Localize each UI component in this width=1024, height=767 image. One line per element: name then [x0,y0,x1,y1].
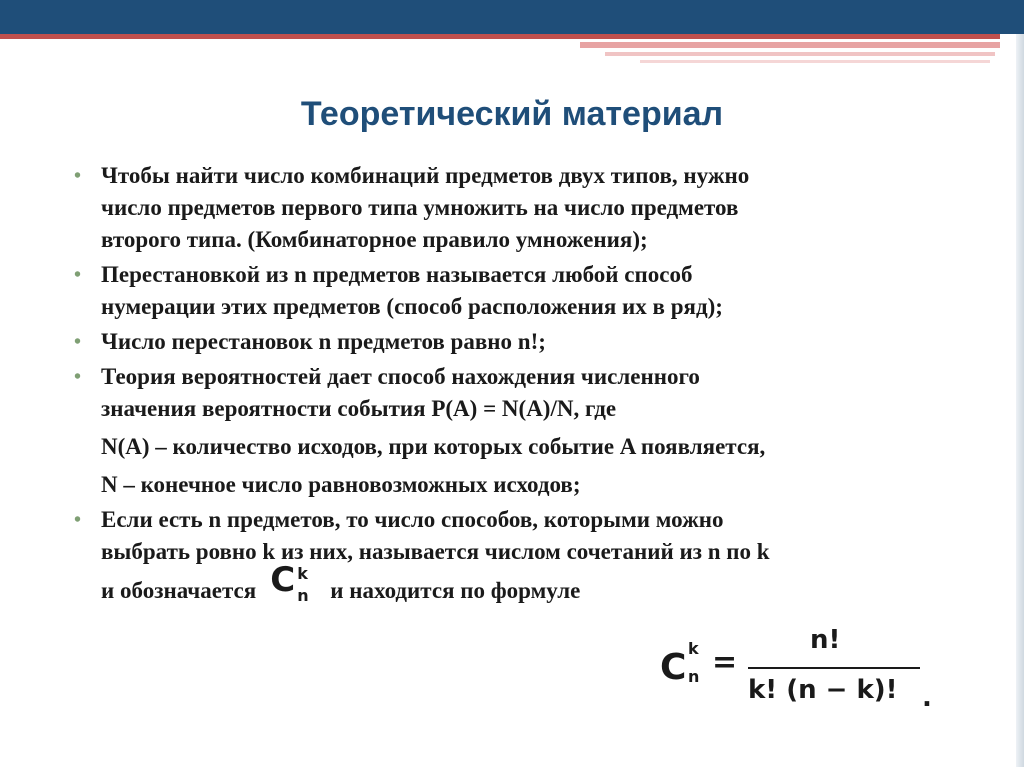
text-line: Чтобы найти число комбинаций предметов двух типов, нужно [101,163,750,188]
text-line: Теория вероятностей дает способ нахождения численного [101,364,700,389]
text-line: выбрать ровно k из них, называется числом сочетаний из n по k [101,539,770,564]
bullet-item [74,504,954,607]
pink-accent-line [580,42,1000,48]
formula-equals: = [712,645,738,680]
right-edge-shadow [1016,34,1024,767]
slide-title: Теоретический материал [300,95,724,133]
text-line: нумерации этих предметов (способ расположения их в ряд); [101,294,723,319]
formula-trailing-dot: . [922,683,932,713]
text-line: второго типа. (Комбинаторное правило умножения); [101,227,648,252]
bullet-icon: • [74,264,82,286]
bullet-icon: • [74,331,82,353]
bullet-icon: • [74,509,82,531]
formula-denominator: k! (n − k)! [748,675,898,705]
pink-accent-line [640,60,990,63]
combination-formula [660,625,940,715]
top-band [0,0,1024,34]
formula-numerator: n! [810,625,841,655]
text-fragment: и обозначается [101,578,257,603]
text-subline: N – конечное число равновозможных исходов; [101,472,581,497]
text-line: Перестановкой из n предметов называется любой способ [101,262,693,287]
text-subline: N(A) – количество исходов, при которых событие A появляется, [101,434,766,459]
bullet-item [74,326,954,358]
pink-accent-line [605,52,995,56]
formula-subscript: n [688,667,700,686]
symbol-subscript: n [297,586,309,605]
bullet-item [74,361,954,501]
slide-content [74,160,954,610]
red-accent-line [0,34,1000,39]
fraction-bar [748,667,920,669]
formula-base: C [660,647,687,688]
bullet-item [74,259,954,323]
text-line: Если есть n предметов, то число способов, которыми можно [101,507,724,532]
bullet-icon: • [74,366,82,388]
symbol-base: C [270,560,296,600]
text-fragment: и находится по формуле [330,578,581,603]
bullet-item [74,160,954,256]
text-line: Число перестановок n предметов равно n!; [101,329,546,354]
symbol-superscript: k [297,564,308,583]
combination-symbol [264,560,322,606]
text-line [101,560,954,607]
formula-superscript: k [688,639,699,658]
text-line: значения вероятности события P(A) = N(A)/N, где [101,396,617,421]
text-line: число предметов первого типа умножить на число предметов [101,195,739,220]
bullet-icon: • [74,165,82,187]
